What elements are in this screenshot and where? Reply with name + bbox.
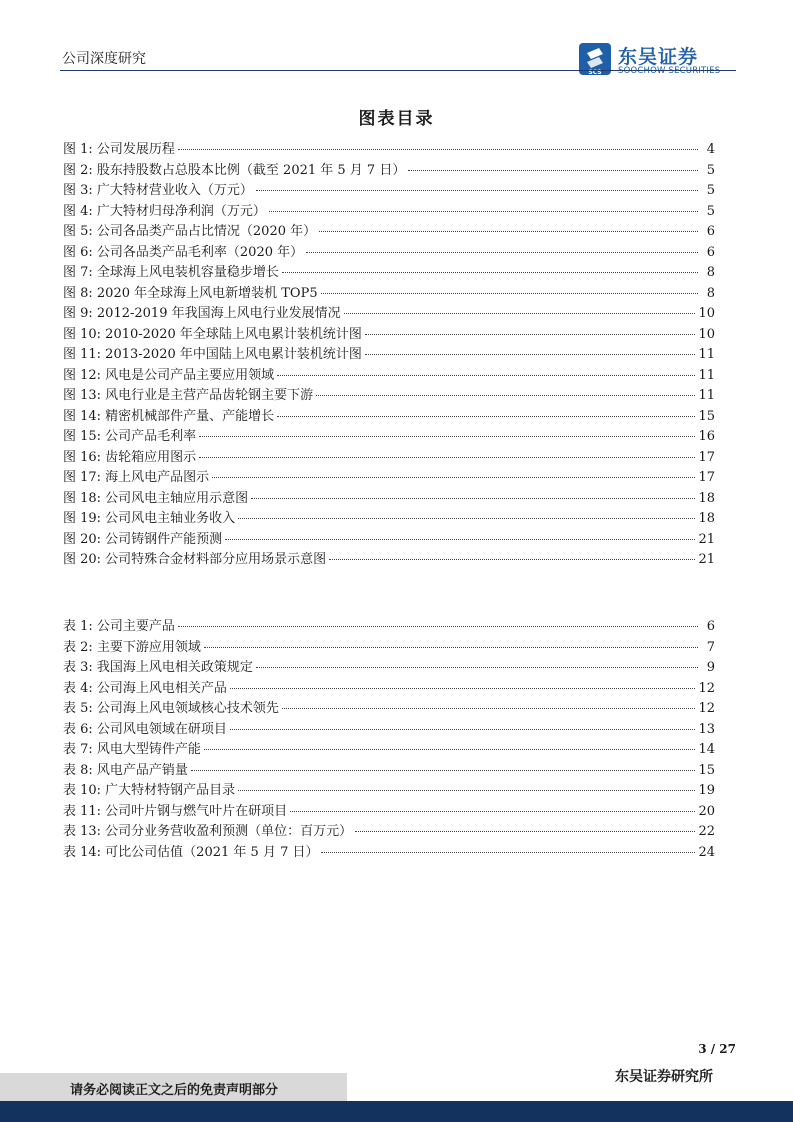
figure-entry-page: 5 (706, 162, 715, 178)
dot-leader (191, 770, 696, 771)
dot-leader (199, 436, 695, 437)
table-entry-page: 14 (698, 742, 715, 757)
figure-entry[interactable] (63, 384, 715, 405)
figure-entry[interactable] (63, 343, 715, 364)
figure-entry-page: 4 (706, 142, 715, 157)
dot-leader (329, 559, 695, 560)
table-entry-page: 12 (698, 680, 715, 696)
table-entry-page: 19 (698, 783, 715, 798)
figure-entry[interactable] (63, 364, 715, 385)
figure-entry-label: 图 5: 公司各品类产品占比情况（2020 年） (63, 224, 317, 239)
table-entry[interactable] (63, 697, 715, 718)
table-entry[interactable] (63, 677, 715, 698)
dot-leader (238, 790, 695, 791)
footer-disclaimer: 请务必阅读正文之后的免责声明部分 (70, 1083, 279, 1098)
figure-entry[interactable] (63, 405, 715, 426)
figure-entry-label: 图 16: 齿轮箱应用图示 (63, 449, 197, 465)
dot-leader (256, 667, 698, 668)
dot-leader (282, 708, 696, 709)
table-entry-page: 7 (706, 639, 715, 655)
dot-leader (277, 375, 695, 376)
figure-entry[interactable] (63, 548, 715, 569)
figure-entry[interactable] (63, 487, 715, 508)
page-title: 图表目录 (358, 109, 435, 129)
dot-leader (204, 647, 698, 648)
figure-entry-page: 5 (706, 203, 715, 219)
figure-entry-page: 6 (706, 244, 715, 260)
table-entry-page: 9 (706, 660, 715, 675)
figure-entry-label: 图 7: 全球海上风电装机容量稳步增长 (63, 265, 279, 280)
table-entry-label: 表 10: 广大特材特钢产品目录 (63, 783, 236, 798)
table-entry-label: 表 6: 公司风电领域在研项目 (63, 721, 227, 737)
dot-leader (178, 149, 698, 150)
logo-mark-text: SCS (588, 69, 602, 76)
table-entry-label: 表 11: 公司叶片钢与燃气叶片在研项目 (63, 803, 288, 819)
figure-entry-page: 6 (706, 224, 715, 239)
figure-entry-label: 图 14: 精密机械部件产量、产能增长 (63, 408, 275, 424)
figure-entry[interactable] (63, 528, 715, 549)
dot-leader (316, 395, 695, 396)
figure-entry-page: 10 (698, 306, 715, 321)
figure-entry-page: 11 (698, 347, 715, 362)
figure-entry-page: 10 (698, 326, 715, 342)
figure-entry-label: 图 10: 2010-2020 年全球陆上风电累计装机统计图 (63, 326, 362, 342)
logo-en-text: SOOCHOW SECURITIES (618, 66, 721, 76)
table-entry[interactable] (63, 615, 715, 636)
table-entry[interactable] (63, 738, 715, 759)
figure-entry-label: 图 4: 广大特材归母净利润（万元） (63, 203, 266, 219)
figure-entry[interactable] (63, 159, 715, 180)
figure-entry[interactable] (63, 261, 715, 282)
table-entry-page: 22 (698, 824, 715, 839)
figure-entry-page: 11 (698, 367, 715, 383)
dot-leader (290, 811, 695, 812)
dot-leader (230, 688, 696, 689)
figure-entry-label: 图 13: 风电行业是主营产品齿轮钢主要下游 (63, 388, 314, 403)
figure-entry-page: 21 (698, 552, 715, 567)
table-entry-label: 表 7: 风电大型铸件产能 (63, 742, 201, 757)
figure-entry-label: 图 18: 公司风电主轴应用示意图 (63, 490, 249, 506)
figure-entry-label: 图 19: 公司风电主轴业务收入 (63, 511, 236, 526)
figure-entry-page: 17 (698, 449, 715, 465)
figure-entry-page: 16 (698, 429, 715, 444)
figure-entry[interactable] (63, 200, 715, 221)
figure-entry[interactable] (63, 507, 715, 528)
table-entry-page: 20 (698, 803, 715, 819)
dot-leader (204, 749, 696, 750)
figure-entry-label: 图 2: 股东持股数占总股本比例（截至 2021 年 5 月 7 日） (63, 162, 406, 178)
table-entry-label: 表 1: 公司主要产品 (63, 619, 175, 634)
dot-leader (256, 190, 698, 191)
figure-entry-label: 图 9: 2012-2019 年我国海上风电行业发展情况 (63, 306, 341, 321)
section-label: 公司深度研究 (62, 51, 146, 67)
dot-leader (321, 852, 695, 853)
dot-leader (408, 170, 698, 171)
dot-leader (321, 293, 698, 294)
dot-leader (365, 334, 696, 335)
table-entry[interactable] (63, 779, 715, 800)
dot-leader (238, 518, 695, 519)
figure-entry-page: 21 (698, 531, 715, 547)
table-entry-page: 13 (698, 721, 715, 737)
table-entry[interactable] (63, 718, 715, 739)
dot-leader (199, 457, 695, 458)
table-entry-label: 表 13: 公司分业务营收盈利预测（单位：百万元） (63, 824, 353, 839)
table-entry-page: 12 (698, 701, 715, 716)
figure-entry-page: 17 (698, 470, 715, 485)
dot-leader (306, 252, 698, 253)
figure-entry-label: 图 6: 公司各品类产品毛利率（2020 年） (63, 244, 304, 260)
table-entry-label: 表 3: 我国海上风电相关政策规定 (63, 660, 253, 675)
figure-entry-label: 图 17: 海上风电产品图示 (63, 470, 210, 485)
dot-leader (212, 477, 695, 478)
table-entry-page: 24 (698, 844, 715, 860)
figure-entry-page: 8 (706, 265, 715, 280)
figure-entry-page: 18 (698, 511, 715, 526)
figure-entry[interactable] (63, 179, 715, 200)
figure-entry-page: 18 (698, 490, 715, 506)
dot-leader (269, 211, 698, 212)
figure-entry[interactable] (63, 446, 715, 467)
figure-entry[interactable] (63, 241, 715, 262)
dot-leader (355, 831, 695, 832)
table-entry[interactable] (63, 656, 715, 677)
table-entry-label: 表 5: 公司海上风电领域核心技术领先 (63, 701, 279, 716)
figure-entry-page: 11 (698, 388, 715, 403)
table-entry[interactable] (63, 800, 715, 821)
table-entry-page: 6 (706, 619, 715, 634)
figure-entry-label: 图 1: 公司发展历程 (63, 142, 175, 157)
table-entry[interactable] (63, 820, 715, 841)
dot-leader (319, 231, 698, 232)
figure-entry-label: 图 3: 广大特材营业收入（万元） (63, 183, 253, 198)
footer-institute: 东吴证券研究所 (615, 1069, 713, 1085)
figure-entry-page: 5 (706, 183, 715, 198)
table-entry-label: 表 8: 风电产品产销量 (63, 762, 188, 778)
dot-leader (251, 498, 695, 499)
table-entry[interactable] (63, 636, 715, 657)
table-entry[interactable] (63, 841, 715, 862)
figure-entry[interactable] (63, 323, 715, 344)
figure-list (63, 138, 715, 569)
table-list (63, 615, 715, 861)
figure-entry[interactable] (63, 302, 715, 323)
figure-entry-page: 8 (706, 285, 715, 301)
dot-leader (282, 272, 698, 273)
table-entry-label: 表 2: 主要下游应用领域 (63, 639, 201, 655)
figure-entry[interactable] (63, 425, 715, 446)
table-entry[interactable] (63, 759, 715, 780)
table-entry-page: 15 (698, 762, 715, 778)
dot-leader (277, 416, 695, 417)
figure-entry-label: 图 12: 风电是公司产品主要应用领域 (63, 367, 275, 383)
dot-leader (225, 539, 695, 540)
dot-leader (365, 354, 696, 355)
logo-cn-text: 东吴证券 (618, 46, 699, 68)
dot-leader (178, 626, 698, 627)
figure-entry-page: 15 (698, 408, 715, 424)
dot-leader (230, 729, 696, 730)
figure-entry-label: 图 15: 公司产品毛利率 (63, 429, 197, 444)
page-number: 3 / 27 (698, 1042, 736, 1056)
table-entry-label: 表 4: 公司海上风电相关产品 (63, 680, 227, 696)
figure-entry[interactable] (63, 138, 715, 159)
table-entry-label: 表 14: 可比公司估值（2021 年 5 月 7 日） (63, 844, 319, 860)
figure-entry-label: 图 11: 2013-2020 年中国陆上风电累计装机统计图 (63, 347, 362, 362)
dot-leader (344, 313, 696, 314)
figure-entry-label: 图 8: 2020 年全球海上风电新增装机 TOP5 (63, 285, 318, 301)
figure-entry[interactable] (63, 220, 715, 241)
footer-bar (0, 1101, 793, 1122)
figure-entry-label: 图 20: 公司特殊合金材料部分应用场景示意图 (63, 552, 327, 567)
figure-entry[interactable] (63, 282, 715, 303)
figure-entry[interactable] (63, 466, 715, 487)
header-divider (60, 70, 736, 71)
figure-entry-label: 图 20: 公司铸钢件产能预测 (63, 531, 223, 547)
